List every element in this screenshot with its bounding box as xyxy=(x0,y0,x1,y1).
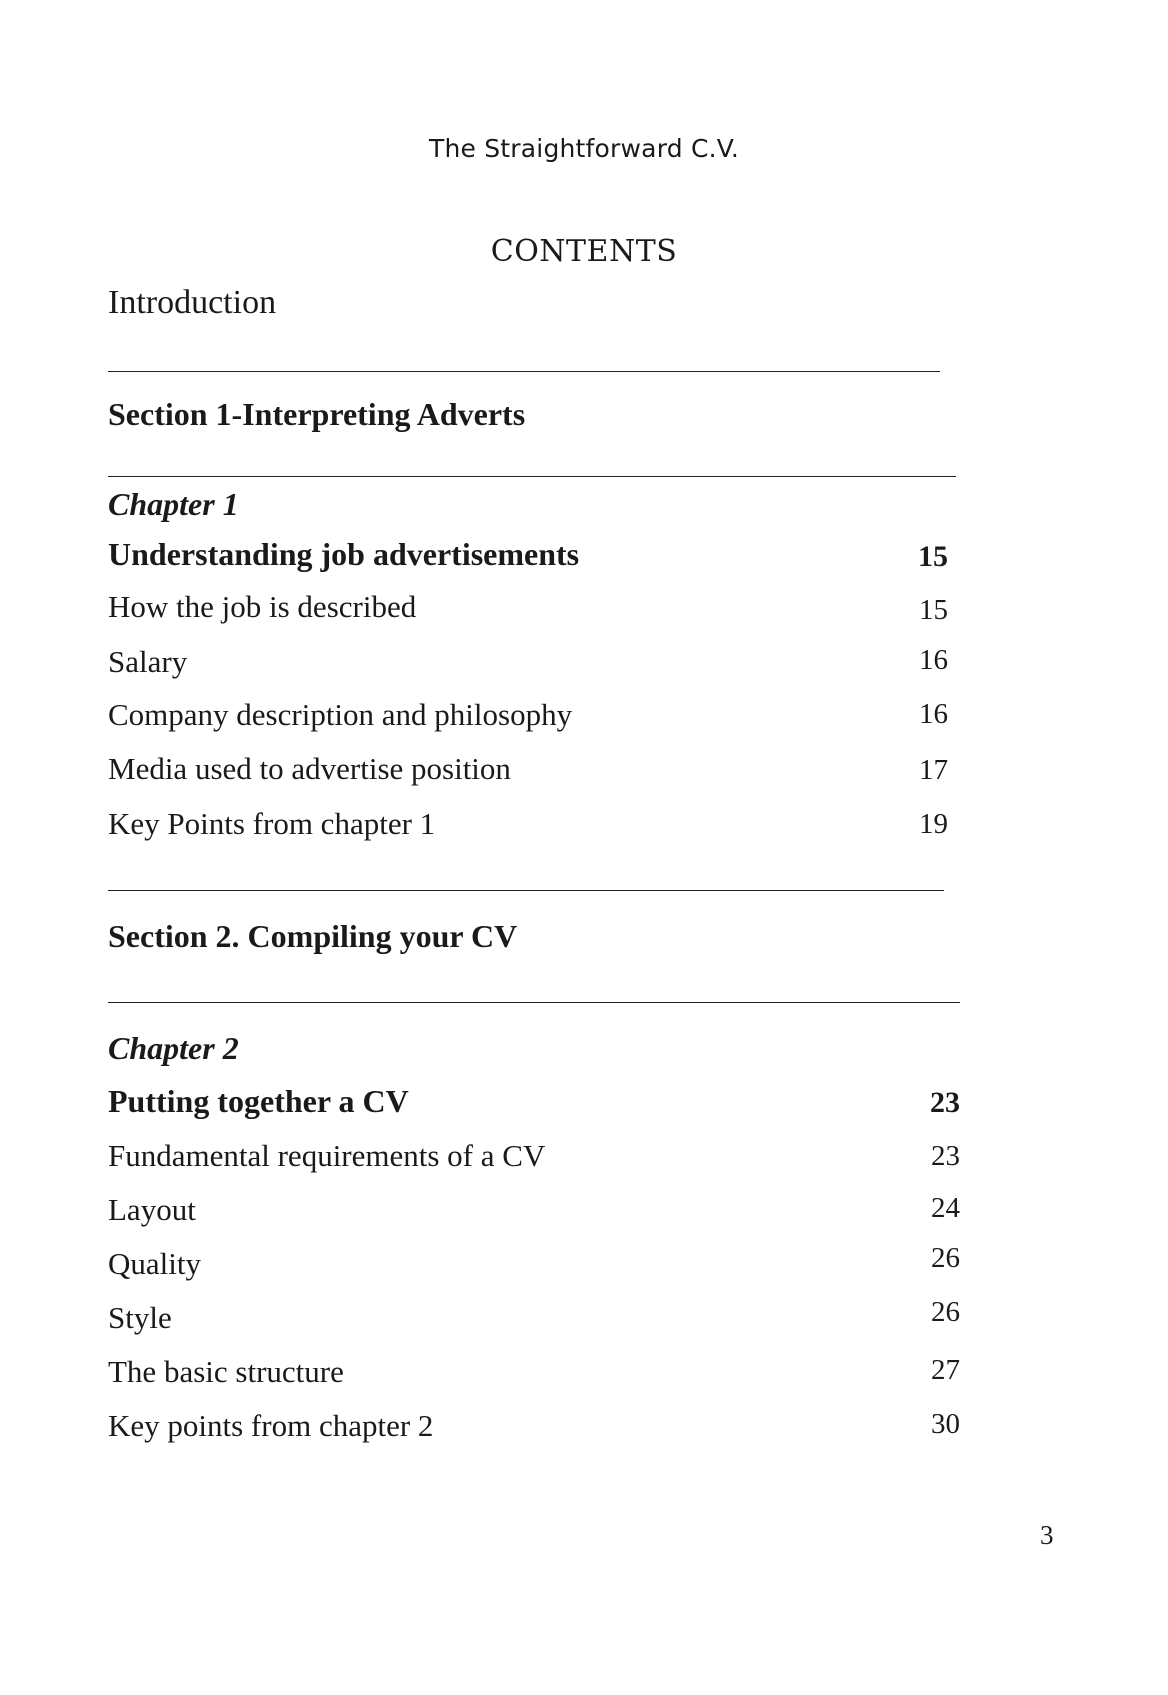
toc-entry-page: 16 xyxy=(919,644,948,676)
toc-entry-title: Putting together a CV xyxy=(108,1083,409,1119)
toc-entry-title: The basic structure xyxy=(108,1354,344,1389)
toc-entry-page: 15 xyxy=(919,594,948,626)
toc-entry-page: 24 xyxy=(931,1192,960,1224)
divider xyxy=(108,476,956,477)
toc-entry-page: 23 xyxy=(931,1140,960,1172)
chapter-label-2: Chapter 2 xyxy=(108,1030,239,1066)
toc-entry-page: 26 xyxy=(931,1296,960,1328)
divider xyxy=(108,1002,960,1003)
toc-entry-title: Salary xyxy=(108,644,188,679)
toc-entry-page: 26 xyxy=(931,1242,960,1274)
toc-entry-page: 27 xyxy=(931,1354,960,1386)
toc-entry-title: Style xyxy=(108,1300,172,1335)
section-heading-2: Section 2. Compiling your CV xyxy=(108,918,518,954)
toc-entry-introduction: Introduction xyxy=(108,284,277,321)
section-heading-1: Section 1-Interpreting Adverts xyxy=(108,396,526,432)
divider xyxy=(108,890,944,891)
toc-entry-title: Key Points from chapter 1 xyxy=(108,806,436,841)
page-number: 3 xyxy=(1040,1520,1054,1550)
toc-entry-title: How the job is described xyxy=(108,589,417,624)
toc-entry-title: Key points from chapter 2 xyxy=(108,1408,434,1443)
toc-entry-page: 23 xyxy=(930,1086,960,1119)
toc-entry-title: Fundamental requirements of a CV xyxy=(108,1138,546,1173)
divider xyxy=(108,371,940,372)
page-title: CONTENTS xyxy=(490,234,678,269)
toc-entry-title: Understanding job advertisements xyxy=(108,536,580,572)
toc-entry-page: 16 xyxy=(919,698,948,730)
toc-entry-page: 15 xyxy=(918,540,948,573)
toc-entry-page: 30 xyxy=(931,1408,960,1440)
toc-entry-title: Company description and philosophy xyxy=(108,697,573,732)
running-head: The Straightforward C.V. xyxy=(428,134,739,163)
toc-entry-title: Media used to advertise position xyxy=(108,751,511,786)
toc-entry-title: Layout xyxy=(108,1192,196,1227)
toc-entry-page: 17 xyxy=(919,754,948,786)
toc-entry-title: Quality xyxy=(108,1246,201,1281)
chapter-label-1: Chapter 1 xyxy=(108,486,239,522)
toc-entry-page: 19 xyxy=(919,808,948,840)
